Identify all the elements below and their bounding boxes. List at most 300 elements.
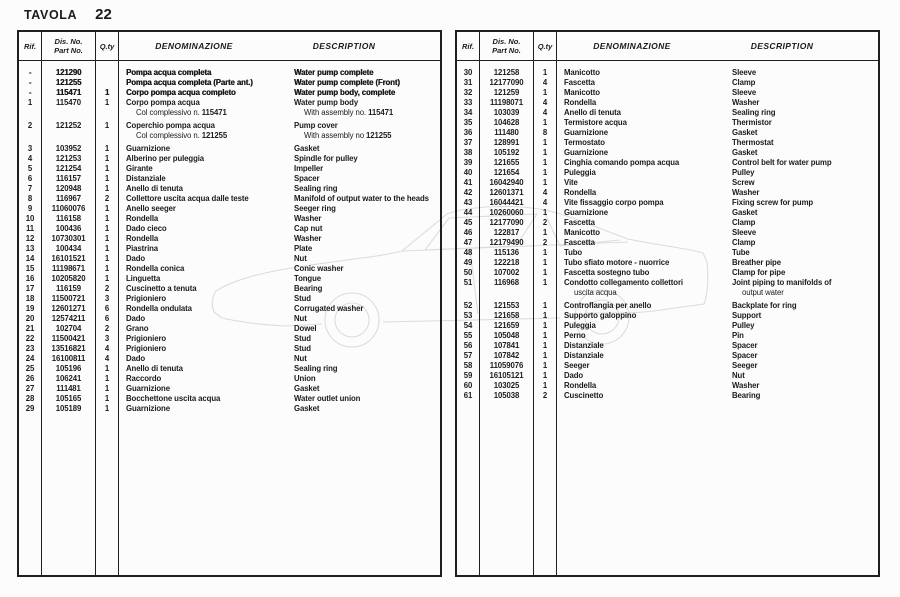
table-row [19,374,440,384]
denominazione-cell: Seeger [564,360,590,370]
rif-cell: 60 [463,380,473,390]
header-dis-no-line: Dis. No. [492,37,521,46]
qty-cell: 4 [542,77,548,87]
description-cell: Sleeve [732,67,757,77]
table-header [457,32,878,61]
description-cell: Nut [732,370,745,380]
qty-cell: 1 [542,267,548,277]
part-number-cell: 121655 [493,157,520,167]
rif-cell: 4 [27,153,33,163]
table-row [457,138,878,148]
description-cell: Sealing ring [294,183,338,193]
description-cell: Clamp [732,217,756,227]
qty-cell: 2 [104,323,110,333]
table-row [457,351,878,361]
denominazione-cell: Fascetta [564,77,595,87]
rif-cell: 23 [25,343,35,353]
header-rif: Rif. [461,41,475,51]
rif-cell: 12 [25,233,35,243]
table-row [457,341,878,351]
rif-cell: - [28,77,32,87]
description-cell: Pump cover [294,120,338,130]
table-row [457,208,878,218]
denominazione-cell: Girante [126,163,153,173]
description-cell: Manifold of output water to the heads [294,193,429,203]
header-part-no-line: Part No. [492,46,521,55]
header-part-no [42,32,95,60]
header-denominazione: DENOMINAZIONE [155,41,233,51]
denominazione-cell: Fascetta [564,217,595,227]
part-number-cell: 111480 [494,127,519,137]
denominazione-cell: Perno [564,330,586,340]
table-row [457,371,878,381]
description-cell: Spacer [732,350,758,360]
header-description: DESCRIPTION [312,41,376,51]
rif-cell [19,131,41,141]
table-row [457,198,878,208]
qty-cell: 1 [104,173,110,183]
description-cell: Clamp [732,237,756,247]
qty-cell: 6 [104,303,110,313]
part-number-cell: 16042940 [489,177,524,187]
part-number-cell: 103025 [493,380,520,390]
rif-cell: 11 [25,223,35,233]
part-number-cell: 121654 [493,167,520,177]
table-row [19,284,440,294]
rif-cell: 30 [463,67,473,77]
description-cell: Backplate for ring [732,300,797,310]
denominazione-cell: Manicotto [564,67,600,77]
rif-cell: 48 [463,247,473,257]
denominazione-cell: Rondella ondulata [126,303,192,313]
qty-cell: 1 [104,120,110,130]
denominazione-cell: Anello seeger [126,203,176,213]
denominazione-cell: Manicotto [564,227,600,237]
description-cell: Gasket [732,147,758,157]
table-row [19,88,440,98]
qty-cell: 2 [104,193,110,203]
table-row [457,228,878,238]
qty-cell: 1 [542,350,548,360]
rif-cell: 56 [463,340,473,350]
rif-cell [457,288,479,298]
table-row [19,174,440,184]
rif-cell: 34 [463,107,473,117]
qty-cell: 1 [104,373,110,383]
rif-cell: 15 [25,263,35,273]
description-cell: Water pump body, complete [294,87,396,97]
table-row [457,301,878,311]
description-cell: Dowel [294,323,317,333]
denominazione-cell: Manicotto [564,87,600,97]
part-number-cell: 121659 [493,320,520,330]
qty-cell: 1 [104,87,110,97]
rif-cell: 40 [463,167,473,177]
table-row [457,128,878,138]
description-cell: Clamp for pipe [732,267,786,277]
qty-cell: 1 [542,167,548,177]
rif-cell: 10 [25,213,35,223]
table-row [457,361,878,371]
part-number-cell: 106241 [55,373,82,383]
rif-cell: 20 [25,313,35,323]
table-row [457,148,878,158]
part-number-cell: 12177090 [489,217,524,227]
qty-cell: 1 [104,153,110,163]
table-row [19,294,440,304]
description-cell: Seeger ring [294,203,336,213]
description-cell: Spacer [732,340,758,350]
qty-cell: 1 [542,87,548,97]
rif-cell: 2 [27,120,33,130]
denominazione-cell: Fascetta sostegno tubo [564,267,650,277]
denominazione-cell: Distanziale [564,340,604,350]
denominazione-cell: Linguetta [126,273,161,283]
description-cell: Gasket [732,127,758,137]
rif-cell: 3 [27,143,33,153]
rif-cell: 36 [463,127,473,137]
qty-cell: 1 [104,273,110,283]
page-title-number: 22 [95,6,112,23]
qty-cell: 1 [542,137,548,147]
qty-cell: 1 [104,97,110,107]
description-cell: Bearing [294,283,323,293]
rif-cell: 58 [463,360,473,370]
rif-cell: 50 [463,267,473,277]
part-number-cell: 105038 [493,390,520,400]
denominazione-cell: Rondella [564,97,597,107]
table-row [457,381,878,391]
denominazione-cell: Rondella conica [126,263,185,273]
parts-table-right [455,30,880,577]
rif-cell: 7 [27,183,33,193]
table-row [19,194,440,204]
rif-cell: 31 [463,77,473,87]
part-number-cell: 115136 [494,247,519,257]
header-part-no-line: Part No. [54,46,83,55]
part-number-cell: 100436 [55,223,82,233]
table-row [19,121,440,131]
description-cell: Support [732,310,762,320]
part-number-cell [42,131,95,141]
table-row [19,98,440,108]
description-cell: output water [742,287,784,297]
denominazione-cell: Controflangia per anello [564,300,652,310]
description-cell: Gasket [294,403,320,413]
qty-cell: 1 [104,253,110,263]
part-number-cell: 121255 [55,77,82,87]
part-number-cell: 11500421 [51,333,86,343]
denominazione-cell: Dado [126,353,146,363]
table-row [457,178,878,188]
table-row [457,321,878,331]
rif-cell: 13 [25,243,35,253]
table-row [19,324,440,334]
table-row [457,238,878,248]
qty-cell [96,131,118,141]
qty-cell: 1 [542,310,548,320]
qty-cell: 1 [104,263,110,273]
part-number-cell: 122218 [493,257,520,267]
table-row [19,264,440,274]
table-row [19,214,440,224]
rif-cell: 52 [463,300,473,310]
description-cell: Seeger [732,360,758,370]
description-cell: Stud [294,293,311,303]
header-qty: Q.ty [537,41,553,51]
denominazione-cell: Termistore acqua [564,117,627,127]
denominazione-cell: Anello di tenuta [564,107,621,117]
rif-cell: 55 [463,330,473,340]
denominazione-cell: Dado [564,370,584,380]
denominazione-cell: Guarnizione [564,207,608,217]
denominazione-cell: Cuscinetto a tenuta [126,283,197,293]
rif-cell: 22 [25,333,35,343]
description-cell: Gasket [294,383,320,393]
rif-cell: 21 [25,323,35,333]
denominazione-cell: Guarnizione [126,403,170,413]
table-row [19,234,440,244]
part-number-cell: 11060076 [51,203,86,213]
qty-cell: 4 [542,187,548,197]
table-row [19,144,440,154]
part-number-cell: 115470 [56,97,81,107]
qty-cell: 1 [104,183,110,193]
header-rif: Rif. [23,41,37,51]
part-number-cell: 103039 [493,107,520,117]
rif-cell: 33 [463,97,473,107]
rif-cell: 27 [25,383,35,393]
header-description: DESCRIPTION [750,41,814,51]
qty-cell: 1 [104,393,110,403]
part-number-cell: 10260060 [489,207,524,217]
qty-cell: 1 [542,257,548,267]
description-cell: Sealing ring [732,107,776,117]
denominazione-cell: Pompa acqua completa [126,67,212,77]
rif-cell: 35 [463,117,473,127]
denominazione-cell: Termostato [564,137,605,147]
table-row [457,188,878,198]
table-row [19,274,440,284]
denominazione-cell: Bocchettone uscita acqua [126,393,221,403]
table-row [19,224,440,234]
description-cell: Pulley [732,320,755,330]
rif-cell: 26 [25,373,35,383]
rif-cell: 42 [463,187,473,197]
description-cell: Clamp [732,77,756,87]
part-number-cell: 16044421 [489,197,524,207]
description-cell: Washer [732,380,760,390]
denominazione-cell: Guarnizione [126,143,170,153]
table-row [19,404,440,414]
table-row [19,254,440,264]
part-number-cell: 11059076 [489,360,524,370]
header-denominazione: DENOMINAZIONE [593,41,671,51]
denominazione-cell: Fascetta [564,237,595,247]
description-cell: Water outlet union [294,393,361,403]
denominazione-cell: Dado [126,313,146,323]
part-number-cell: 116968 [494,277,519,287]
rif-cell: 39 [463,157,473,167]
part-number-cell: 116967 [56,193,81,203]
part-number-cell: 121259 [493,87,520,97]
part-number-cell: 107002 [493,267,520,277]
qty-cell: 1 [104,163,110,173]
description-cell: Nut [294,313,307,323]
part-number-cell: 16105121 [489,370,524,380]
description-cell: Thermistor [732,117,772,127]
header-part-no [480,32,533,60]
table-row [457,268,878,278]
description-cell: Fixing screw for pump [732,197,814,207]
qty-cell: 1 [542,277,548,287]
qty-cell: 1 [104,223,110,233]
rif-cell: 45 [463,217,473,227]
qty-cell: 1 [104,243,110,253]
qty-cell: 2 [104,283,110,293]
denominazione-cell: Anello di tenuta [126,183,183,193]
qty-cell [534,288,556,298]
part-number-cell: 11500721 [51,293,86,303]
denominazione-cell: Guarnizione [564,127,608,137]
part-number-cell: 100434 [55,243,82,253]
table-row [19,394,440,404]
denominazione-cell: Vite [564,177,578,187]
qty-cell: 1 [542,67,548,77]
denominazione-cell: uscita acqua [574,287,617,297]
qty-cell: 1 [104,383,110,393]
part-number-cell: 12601371 [489,187,524,197]
qty-cell: 2 [542,390,548,400]
header-qty: Q.ty [99,41,115,51]
description-cell: Gasket [294,143,320,153]
description-cell: Union [294,373,316,383]
description-cell: Nut [294,253,307,263]
qty-cell: 1 [542,380,548,390]
qty-cell: 1 [542,227,548,237]
qty-cell: 1 [542,320,548,330]
description-cell: Cap nut [294,223,323,233]
denominazione-cell: Anello di tenuta [126,363,183,373]
qty-cell: 6 [104,313,110,323]
denominazione-cell: Condotto collegamento collettori [564,277,683,287]
table-row [19,204,440,214]
qty-cell: 1 [542,147,548,157]
rif-cell: 29 [25,403,35,413]
description-cell: Nut [294,353,307,363]
part-number-cell [42,108,95,118]
description-cell: Water pump complete (Front) [294,77,400,87]
description-cell: Impeller [294,163,324,173]
part-number-cell: 121658 [493,310,520,320]
description-cell: Control belt for water pump [732,157,832,167]
table-row [19,68,440,78]
table-row [457,248,878,258]
denominazione-cell: Corpo pompa acqua completo [126,87,236,97]
rif-cell: 44 [463,207,473,217]
qty-cell: 1 [542,177,548,187]
rif-cell: 19 [25,303,35,313]
denominazione-cell: Puleggia [564,320,596,330]
qty-cell: 3 [104,333,110,343]
header-main [557,32,878,60]
part-number-cell: 105165 [55,393,82,403]
rif-cell: 61 [463,390,473,400]
rif-cell: 16 [25,273,35,283]
denominazione-cell: Dado cieco [126,223,167,233]
part-number-cell: 121258 [493,67,520,77]
qty-cell: 1 [542,360,548,370]
part-number-cell: 111481 [56,383,81,393]
qty-cell: 4 [542,97,548,107]
table-row [457,218,878,228]
qty-cell: 1 [542,247,548,257]
qty-cell: 1 [104,203,110,213]
part-number-cell: 128991 [493,137,520,147]
part-number-cell: 116158 [56,213,81,223]
table-row [457,68,878,78]
parts-table-left [17,30,442,577]
part-number-cell: 122817 [493,227,520,237]
rif-cell: 37 [463,137,473,147]
part-number-cell: 105048 [493,330,520,340]
qty-cell: 1 [104,143,110,153]
table-row [19,304,440,314]
part-number-cell: 116159 [56,283,81,293]
rif-cell: 9 [27,203,33,213]
qty-cell: 4 [104,343,110,353]
header-main [119,32,440,60]
qty-cell: 1 [542,300,548,310]
table-row [457,158,878,168]
denominazione-cell: Tubo [564,247,583,257]
part-number-cell: 107841 [493,340,520,350]
qty-cell: 1 [104,403,110,413]
table-row [19,354,440,364]
denominazione-cell: Pompa acqua completa (Parte ant.) [126,77,253,87]
rif-cell: 51 [463,277,473,287]
table-row [457,391,878,401]
rif-cell: 38 [463,147,473,157]
table-row [19,131,440,141]
table-row [19,164,440,174]
table-row [19,154,440,164]
denominazione-cell: Rondella [564,187,597,197]
part-number-cell [480,288,533,298]
description-cell: Washer [732,187,760,197]
part-number-cell: 105196 [55,363,82,373]
part-number-cell: 10730301 [51,233,86,243]
table-row [457,168,878,178]
denominazione-cell: Cuscinetto [564,390,604,400]
denominazione-cell: Supporto galoppino [564,310,637,320]
description-cell: With assembly no. 115471 [304,107,394,117]
qty-cell: 3 [104,293,110,303]
rif-cell [19,108,41,118]
rif-cell: 32 [463,87,473,97]
rif-cell: 54 [463,320,473,330]
part-number-cell: 104628 [493,117,520,127]
denominazione-cell: Cinghia comando pompa acqua [564,157,680,167]
rif-cell: 49 [463,257,473,267]
rif-cell: 53 [463,310,473,320]
qty-cell: 1 [104,363,110,373]
qty-cell: 8 [542,127,548,137]
table-row [19,364,440,374]
qty-cell: 1 [542,370,548,380]
part-number-cell: 116157 [56,173,81,183]
part-number-cell: 16101521 [51,253,86,263]
